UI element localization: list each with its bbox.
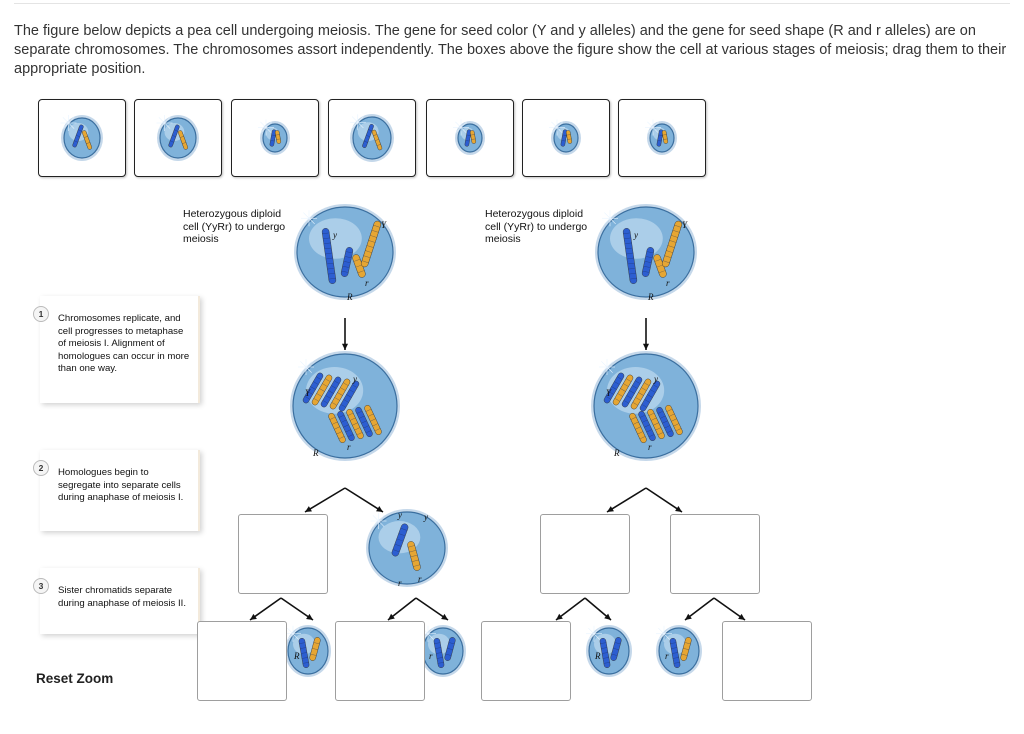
arrow-head [342,344,348,350]
step-number-1: 1 [33,306,49,322]
arrow-head [441,614,448,620]
allele-label: R [313,448,319,458]
arrow-head [738,614,745,620]
arrow-head [306,614,313,620]
left-diploid-cell [294,204,396,300]
arrow-line [305,488,345,512]
step-text-1: Chromosomes replicate, and cell progresses to metaphase of meiosis I. Alignment of homologues can occur in more than one way. [58,313,190,374]
allele-label: Y [381,220,387,230]
allele-label: r [418,574,422,584]
step-number-3: 3 [33,578,49,594]
anaphase-i-cell [366,509,448,587]
right-diploid-cell [595,204,697,300]
daughter-cell-Ry [586,625,632,677]
allele-label: r [347,442,351,452]
drop-zone-right-meiosis-i-a[interactable] [540,514,630,594]
daughter-cell-ry-b [420,625,466,677]
arrow-head [643,344,649,350]
allele-label: y [634,230,638,240]
allele-label: y [398,510,402,520]
arrow-head [250,614,257,620]
allele-label: R [294,651,300,661]
allele-label: r [429,651,433,661]
drop-zone-right-meiosis-i-b[interactable] [670,514,760,594]
allele-label: y [424,512,428,522]
drop-zone-right-meiosis-ii-a[interactable] [481,621,571,701]
allele-label: r [648,442,652,452]
arrow-line [345,488,383,512]
left-diploid-caption: Heterozygous diploid cell (YyRr) to undergo meiosis [183,208,286,245]
allele-label: Y [305,388,311,398]
step-text-3: Sister chromatids separate during anaphase of meiosis II. [58,585,186,609]
daughter-cell-ry-a [285,625,331,677]
allele-label: R [648,292,654,302]
allele-label: R [595,651,601,661]
allele-label: R [347,292,353,302]
drop-zone-right-meiosis-ii-b[interactable] [722,621,812,701]
right-diploid-caption: Heterozygous diploid cell (YyRr) to undergo meiosis [485,208,588,245]
allele-label: y [353,374,357,384]
allele-label: Y [682,220,688,230]
drop-zone-left-meiosis-ii-a[interactable] [197,621,287,701]
reset-zoom-button[interactable]: Reset Zoom [36,671,114,686]
allele-label: y [654,374,658,384]
question-paragraph: The figure below depicts a pea cell undergoing meiosis. The gene for seed color (Y and y alleles) and the gene for seed shape (R and r alleles) are on separate chromosomes. The chromosomes assort independently. The boxes above the figure show the cell at various stages of meiosis; drag them to their appropriate position. [14,23,1007,77]
allele-label: r [666,278,670,288]
step-text-2: Homologues begin to segregate into separate cells during anaphase of meiosis I. [58,467,184,503]
allele-label: R [614,448,620,458]
daughter-cell-rY [656,625,702,677]
arrow-line [646,488,682,512]
step-number-2: 2 [33,460,49,476]
drop-zone-left-meiosis-i[interactable] [238,514,328,594]
allele-label: r [665,651,669,661]
allele-label: y [333,230,337,240]
allele-label: r [398,578,402,588]
drop-zone-left-meiosis-ii-b[interactable] [335,621,425,701]
allele-label: r [365,278,369,288]
allele-label: Y [606,388,612,398]
arrow-line [607,488,646,512]
